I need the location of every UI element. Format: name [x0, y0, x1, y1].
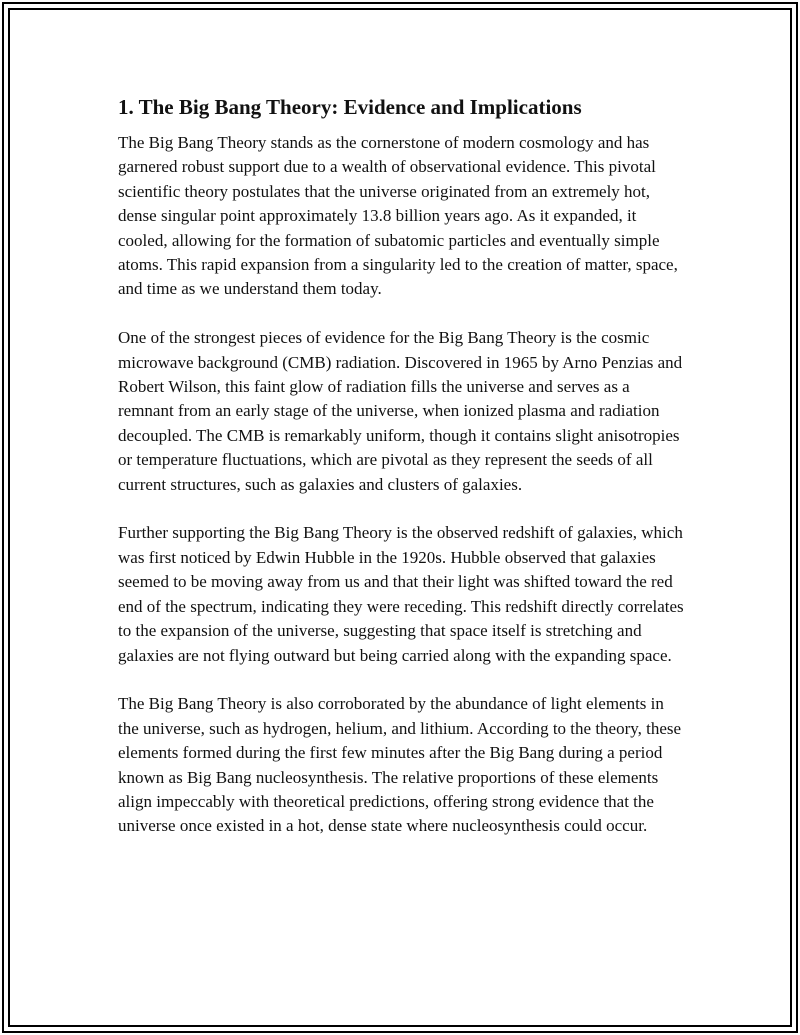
paragraph-intro: The Big Bang Theory stands as the cornerstone of modern cosmology and has garnered robust support due to a wealth of observational evidence. This pivotal scientific theory postulates that the universe originated from an extremely hot, dense singular point approximately 13.8 billion years ago. As it expanded, it cooled, allowing for the formation of subatomic particles and eventually simple atoms. This rapid expansion from a singularity led to the creation of matter, space, and time as we understand them today.: [118, 133, 678, 299]
paragraph-nucleosynthesis: The Big Bang Theory is also corroborated by the abundance of light elements in the universe, such as hydrogen, helium, and lithium. According to the theory, these elements formed during the first few minutes after the Big Bang during a period known as Big Bang nucleosynthesis. The relative proportions of these elements align impeccably with theoretical predictions, offering strong evidence that the universe once existed in a hot, dense state where nucleosynthesis could occur.: [118, 694, 682, 836]
paragraph-cmb: One of the strongest pieces of evidence for the Big Bang Theory is the cosmic microwave background (CMB) radiation. Discovered in 1965 by Arno Penzias and Robert Wilson, this faint glow of radiation fills the universe and serves as a remnant from an early stage of the universe, when ionized plasma and radiation decoupled. The CMB is remarkably uniform, though it contains slight anisotropies or temperature fluctuations, which are pivotal as they represent the seeds of all current structures, such as galaxies and clusters of galaxies.: [118, 328, 683, 494]
document-body: [118, 93, 688, 863]
section-heading: 1. The Big Bang Theory: Evidence and Implications: [118, 95, 582, 119]
paragraph-redshift: Further supporting the Big Bang Theory is the observed redshift of galaxies, which was first noticed by Edwin Hubble in the 1920s. Hubble observed that galaxies seemed to be moving away from us and that their light was shifted toward the red end of the spectrum, indicating they were receding. This redshift directly correlates to the expansion of the universe, suggesting that space itself is stretching and galaxies are not flying outward but being carried along with the expanding space.: [118, 523, 684, 665]
